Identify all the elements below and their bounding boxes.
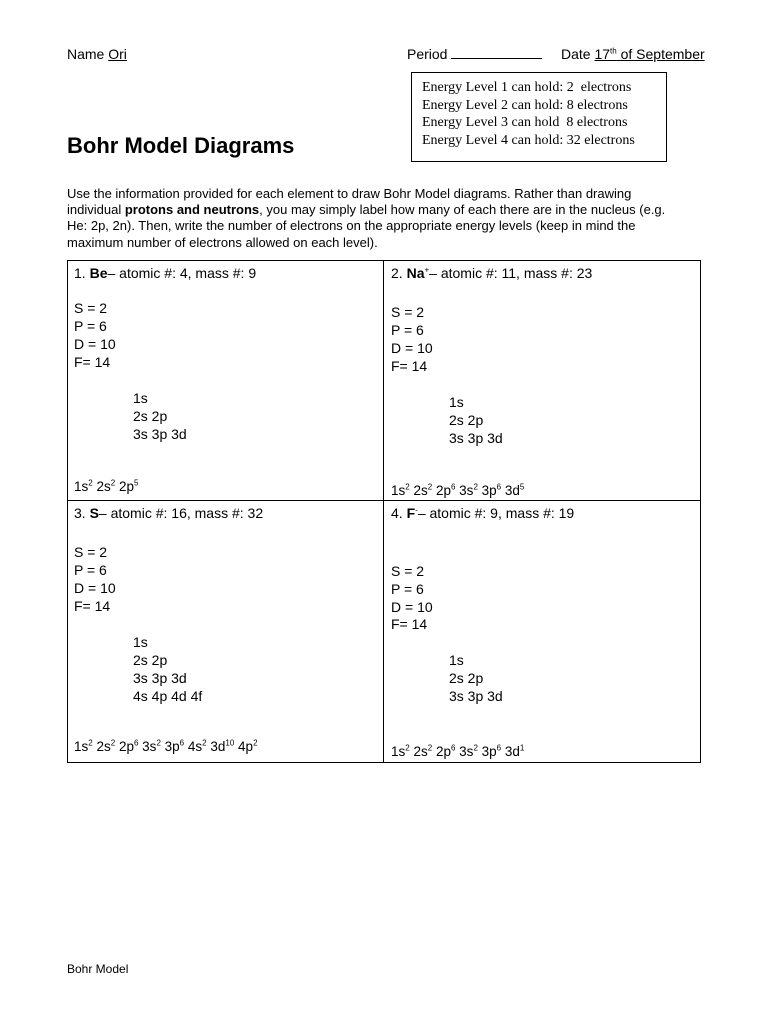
sublevel-line: S = 2 <box>391 563 425 579</box>
sublevel-line: P = 6 <box>391 322 424 338</box>
element-heading: 2. Na+– atomic #: 11, mass #: 23 <box>391 265 593 281</box>
orbital-row: 1s <box>449 652 464 668</box>
orbital-row: 2s 2p <box>449 670 484 686</box>
element-heading: 4. F-– atomic #: 9, mass #: 19 <box>391 505 575 521</box>
orbital-row: 2s 2p <box>133 652 168 668</box>
sublevel-line: D = 10 <box>74 336 116 352</box>
energy-level-line: Energy Level 1 can hold: 2 electrons <box>422 80 632 95</box>
instructions <box>67 186 707 251</box>
grid-divider-horizontal <box>67 500 701 501</box>
date-field <box>561 46 705 62</box>
sublevel-line: D = 10 <box>391 340 433 356</box>
date-value: 17th of September <box>594 46 705 62</box>
instructions-line: Use the information provided for each element to draw Bohr Model diagrams. Rather than drawing <box>67 186 632 201</box>
orbital-row: 1s <box>133 390 148 406</box>
period-label: Period <box>407 46 448 62</box>
sublevel-line: P = 6 <box>391 581 424 597</box>
instructions-line: He: 2p, 2n). Then, write the number of electrons on the appropriate energy levels (keep in mind the <box>67 218 636 234</box>
element-heading: 1. Be– atomic #: 4, mass #: 9 <box>74 265 257 281</box>
sublevel-line: S = 2 <box>391 304 425 320</box>
page-footer: Bohr Model <box>67 962 129 976</box>
energy-level-box <box>411 72 667 162</box>
sublevel-line: S = 2 <box>74 300 108 316</box>
orbital-row: 3s 3p 3d <box>449 688 503 704</box>
energy-level-line: Energy Level 2 can hold: 8 electrons <box>422 97 628 113</box>
electron-configuration: $1s^2$ $2s^2$ $2p^6$ $3s^2$ $3p^6$ $3d^5$ <box>391 482 525 498</box>
energy-level-line: Energy Level 3 can hold 8 electrons <box>422 115 628 130</box>
name-field <box>67 46 127 62</box>
sublevel-line: P = 6 <box>74 318 107 334</box>
sublevel-line: P = 6 <box>74 562 107 578</box>
sublevel-line: F= 14 <box>391 358 428 374</box>
orbital-row: 3s 3p 3d <box>133 670 187 686</box>
orbital-row: 1s <box>133 634 148 650</box>
sublevel-line: F= 14 <box>74 354 111 370</box>
orbital-row: 3s 3p 3d <box>133 426 187 442</box>
energy-level-line: Energy Level 4 can hold: 32 electrons <box>422 132 635 148</box>
date-label: Date <box>561 46 591 62</box>
orbital-row: 3s 3p 3d <box>449 430 503 446</box>
sublevel-line: D = 10 <box>74 580 116 596</box>
sublevel-line: F= 14 <box>74 598 111 614</box>
instructions-line: individual protons and neutrons, you may simply label how many of each there are in the nucleus (e.g. <box>67 202 666 218</box>
sublevel-line: D = 10 <box>391 599 433 615</box>
name-value: Ori <box>108 46 127 62</box>
element-heading: 3. S– atomic #: 16, mass #: 32 <box>74 505 264 521</box>
period-blank <box>451 46 542 59</box>
instructions-line: maximum number of electrons allowed on each level). <box>67 234 378 250</box>
sublevel-line: F= 14 <box>391 616 428 632</box>
page-title: Bohr Model Diagrams <box>67 133 295 158</box>
electron-configuration: $1s^2$ $2s^2$ $2p^5$ <box>74 478 139 494</box>
orbital-row: 1s <box>449 394 464 410</box>
orbital-row: 2s 2p <box>449 412 484 428</box>
name-label: Name <box>67 46 105 62</box>
grid-divider-vertical <box>383 260 384 763</box>
electron-configuration: $1s^2$ $2s^2$ $2p^6$ $3s^2$ $3p^6$ $3d^1$ <box>391 743 525 759</box>
electron-configuration: $1s^2$ $2s^2$ $2p^6$ $3s^2$ $3p^6$ $4s^2$ $3d^{10}$ $4p^2$ <box>74 738 258 754</box>
period-field <box>407 46 542 62</box>
orbital-row: 2s 2p <box>133 408 168 424</box>
orbital-row: 4s 4p 4d 4f <box>133 688 203 704</box>
sublevel-line: S = 2 <box>74 544 108 560</box>
